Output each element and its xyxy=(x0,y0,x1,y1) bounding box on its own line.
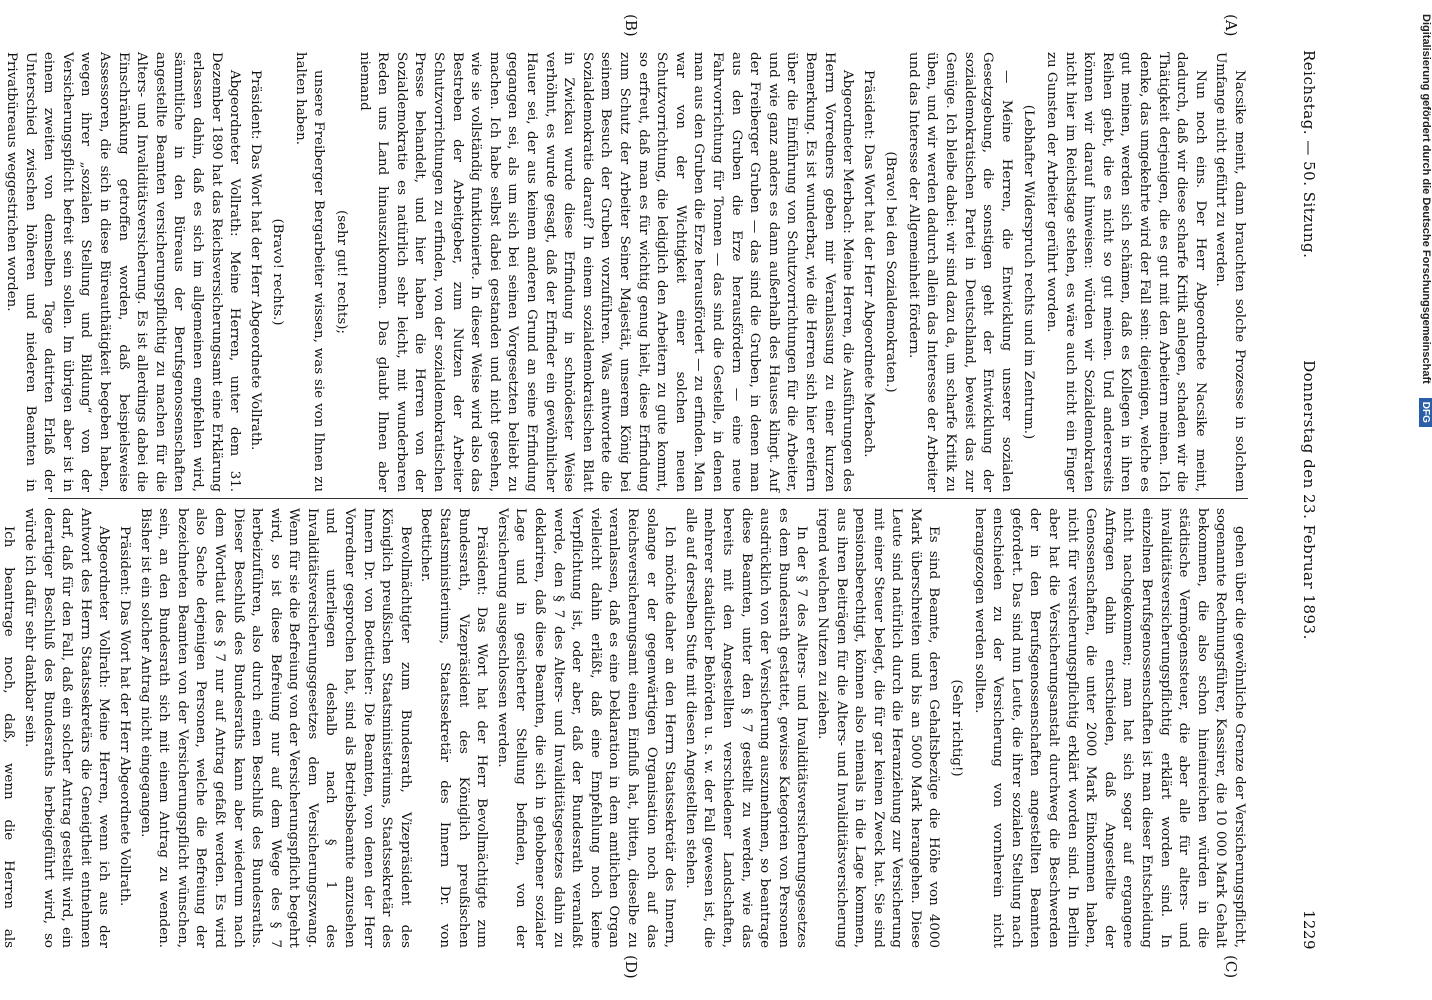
digitization-note-row xyxy=(1408,0,1432,1000)
column-divider xyxy=(48,498,1248,499)
paragraph: Nun noch eins. Der Herr Abgeordnete Nacsike meint, dadurch, daß wir diese scharfe Kritik anlegen, schaden wir die Thätigkeit derjenigen, die es gut mit den Arbeitern meinen. Ich denke, das umgekehrte wird der Fall sein: diejenigen, welche es gut meinen, werden sich schämen, daß es Kollegen in ihren Reihen giebt, die es nicht so gut meinen. Und andererseits können wir darauf hinweisen: würden wir Sozialdemokraten nicht hier im Reichstage stehen, es wäre auch nicht ein Finger zu Gunsten der Arbeiter gerührt worden. xyxy=(1044,52,1208,492)
paragraph: Abgeordneter Vollrath: Meine Herren, unter dem 31. Dezember 1890 hat das Reichsversicherungsamt eine Erklärung erlassen dahin, daß es sich im allgemeinen empfehlen wird, sämmtliche in den Büreaus der Berufsgenossenschaften angestellte Beamten versicherungspflichtig zu machen für die Alters- und Invaliditätsversicherung. Es ist allerdings dabei die Einschränkung getroffen worden, daß beispielsweise Assessoren, die sich in diese Büreauthätigkeit begeben haben, wegen ihrer „sozialen Stellung und Bildung“ von der Versicherungspflicht befreit sein sollen. Im übrigen aber ist in einem zweiten von demselben Tage datirten Erlaß der Unterschied zwischen höheren und niederen Beamten in Privatbüreaus weggestrichen worden. xyxy=(4,52,243,492)
margin-marker-d: (D) xyxy=(622,955,640,979)
paragraph: gehen über die gewöhnliche Grenze der Versicherungspflicht, sogenannte Rechnungsführer, Kassirer, die 10 000 Mark Gehalt bekommen, die also schon hineinreichen würden in die städtische Vermögenssteuer, die aber alle für alters- und invaliditätsversicherungspflichtig erklärt worden sind. In einzelnen Berufsgenossenschaften ist man dieser Entscheidung nicht nachgekommen; man hat sich sogar auf ergangene Anfragen dahin entschieden, daß Angestellte der Genossenschaften, die unter 2000 Mark Einkommen haben, nicht für versicherungspflichtig erklärt worden sind. In Berlin aber hat die Versicherungsanstalt durchweg die Beschwerden der in den Berufsgenossenschaften angestellten Beamten gefordert. Das sind nun Leute, die ihrer sozialen Stellung nach entschieden zu der Versicherung von vornherein nicht herangezogen werden sollten. xyxy=(971,508,1247,948)
interjection: (sehr gut! rechts); xyxy=(334,210,350,334)
paragraph: Abgeordneter Vollrath: Meine Herren, wenn ich aus der Antwort des Herrn Staatssekretärs die Geneigtheit entnehmen darf, daß für den Fall, daß ein solcher Antrag gestellt wird, ein derartiger Beschluß des Bundesraths herbeigeführt wird, so würde ich dafür sehr dankbar sein. xyxy=(22,508,112,948)
paragraph: Präsident: Das Wort hat der Herr Bevollmächtigte zum Bundesrath, Vizepräsident des Königlich preußischen Staatsministeriums, Staatssekretär des Innern Dr. von Boetticher. xyxy=(418,508,490,948)
paragraph: Präsident: Das Wort hat der Herr Abgeordnete Vollrath. xyxy=(116,526,132,907)
paragraph: Präsident: Das Wort hat der Herr Abgeordnete Merbach. xyxy=(860,70,876,458)
right-column xyxy=(1,508,1248,948)
paragraph: Abgeordneter Merbach: Meine Herren, die Ausführungen des Herrn Vorredners geben mir Veranlassung zu einer kurzen Bemerkung. Es ist wunderbar, wie die Herren sich hier ereifern über die Einführung von Schutzvorrichtungen für die Arbeiter, und wie ganz anders es dann außerhalb des Hauses klingt. Auf der Freiberger Gruben — das sind die Gruben, in denen man aus den Gruben die Erze herausfördern — eine neue Fahrvorrichtung für Tonnen — das sind die Gestelle, in denen man aus den Gruben die Erze herausfördert — zu erfinden. Man war von der Wichtigkeit einer solchen neuen Schutzvorrichtung, die lediglich den Arbeitern zu gute kommt, so erfreut, daß man es für wichtig genug hielt, diese Erfindung zum Schutz der Arbeiter Seiner Majestät, unserem König bei seinem Besuch der Gruben vorzuführen. Was antwortete die Sozialdemokratie darauf? In einem sozialdemokratischen Blatt in Zwickau wurde diese Erfindung in schnödester Weise verhöhnt, es wurde gesagt, daß der Erfinder ein gewöhnlicher Hauer sei, der aus keinem anderen Grund an seine Erfindung gegangen sei, als um sich bei seinen Vorgesetzten beliebt zu machen. Ich habe selbst dabei gestanden und nicht gesehen, wie sie vollständig funktionierte. In dieser Weise wird also das Bestreben der Arbeitgeber, zum Nutzen der Arbeiter Schutzvorrichtungen zu erfinden, von der sozialdemokratischen Presse behandelt, und hier haben die Herren von der Sozialdemokratie es natürlich sehr leicht, mit wunderbaren Reden uns Land hinauszukommen. Das glaubt Ihnen aber niemand xyxy=(356,52,856,492)
interjection: (Sehr richtig!) xyxy=(949,679,965,777)
paragraph: — Meine Herren, die Entwicklung unserer sozialen Gesetzgebung, die sonstigen geht der Entwicklung der sozialdemokratischen Partei in Deutschland, beweist das zur Genüge. Ich bleibe dabei: wir sind dazu da, um scharfe Kritik zu üben, und wir werden dadurch allein das Interesse der Arbeiter und das Interesse der Allgemeinheit fördern. xyxy=(905,52,1014,492)
digitization-note: Digitalisierung gefördert durch die Deutsche Forschungsgemeinschaft xyxy=(1420,14,1432,384)
paragraph: Es sind Beamte, deren Gehaltsbezüge die Höhe von 4000 Mark überschreiten und bis an 5000 Mark herangehen. Diese Leute sind natürlich durch die Heranziehung zur Versicherung mit einer Steuer belegt, die für gar keinen Zweck hat. Sie sind pensionsberechtigt, können also niemals in die Lage kommen, aus ihren Beiträgen für die Alters- und Invaliditätsversicherung irgend welchen Nutzen zu ziehen. xyxy=(814,508,942,948)
margin-marker-a: (A) xyxy=(1222,14,1240,37)
interjection: (Bravo! rechts.) xyxy=(270,218,286,326)
dfg-logo: DFG xyxy=(1419,398,1432,427)
header-center: Donnerstag den 23. Februar 1893. xyxy=(1300,360,1318,640)
header-left: Reichstag. — 50. Sitzung. xyxy=(1300,50,1318,259)
paragraph: Bevollmächtigter zum Bundesrath, Vizepräsident des Königlich preußischen Staatsministeriums, Staatssekretär des Innern Dr. von Boetticher: Die Beamten, von denen der Herr Vorredner gesprochen hat, sind als Betriebsbeamte anzusehen und unterliegen deshalb nach § 1 des Invaliditätsversicherungsgesetzes dem Versicherungszwang. Wenn für sie die Befreiung von der Versicherungspflicht begehrt wird, so ist diese Befreiung nur auf dem Wege des § 7 herbeizuführen, also durch einen Beschluß des Bundesraths. Dieser Beschluß des Bundesraths kann aber wiederum nach dem Wortlaut des § 7 nur auf Antrag gefaßt werden. Es wird also Sache derjenigen Personen, welche die Befreiung der bezeichneten Beamten von der Versicherungspflicht wünschen, sein, an den Bundesrath sich mit einem Antrag zu wenden. Bisher ist ein solcher Antrag nicht eingegangen. xyxy=(137,508,413,948)
page-number: 1229 xyxy=(1300,909,1318,950)
interjection: (Lebhafter Widerspruch rechts und im Zentrum.) xyxy=(1021,104,1037,440)
paragraph: In der § 7 des Alters- und Invaliditätsversicherungsgesetzes es dem Bundesrath gestattet, gewisse Kategorien von Personen ausdrücklich von der Versicherung auszunehmen, so beantrage diese Beamten, unter den § 7 gestellt zu werden, wie das bereits mit den Angestellten verschiedener Landschaften, mehrerer staatlicher Behörden u. s. w. der Fall gewesen ist, die alle auf derselben Stufe mit diesen Angestellten stehen. xyxy=(682,508,810,948)
margin-marker-c: (C) xyxy=(1222,955,1240,979)
paragraph: unsere Freiberger Bergarbeiter wissen, was sie von Ihnen zu halten haben. xyxy=(292,52,327,492)
interjection: (Bravo! bei den Sozialdemokraten.) xyxy=(883,151,899,393)
paragraph: Ich möchte daher an den Herrn Staatssekretär des Innern, solange er der gegenwärtigen Organisation noch auf das Reichsversicherungsamt einen Einfluß hat, bitten, dieselbe zu veranlassen, daß es eine Deklaration in dem amtlichen Organ vielleicht dahin erläßt, daß eine Empfehlung noch keine Verpflichtung ist, oder aber, daß der Bundesrath veranlaßt werde, den § 7 des Alters- und Invaliditätsgesetzes dahin zu deklariren, daß diese Beamten, die sich in gehobener sozialer Lage und in gesicherter Stellung befinden, von der Versicherung ausgeschlossen werden. xyxy=(494,508,678,948)
digitization-strip xyxy=(1408,0,1432,1000)
margin-marker-b: (B) xyxy=(622,14,640,37)
running-header xyxy=(1292,50,1332,950)
paragraph: Nacsike meint, dann brauchten solche Prozesse in solchem Umfange nicht geführt zu werden. xyxy=(1213,52,1247,492)
paragraph: Präsident: Das Wort hat der Herr Abgeordnete Vollrath. xyxy=(247,70,263,451)
left-column xyxy=(4,52,1248,492)
paragraph: Ich beantrage noch, daß, wenn die Herren als xyxy=(1,526,17,948)
